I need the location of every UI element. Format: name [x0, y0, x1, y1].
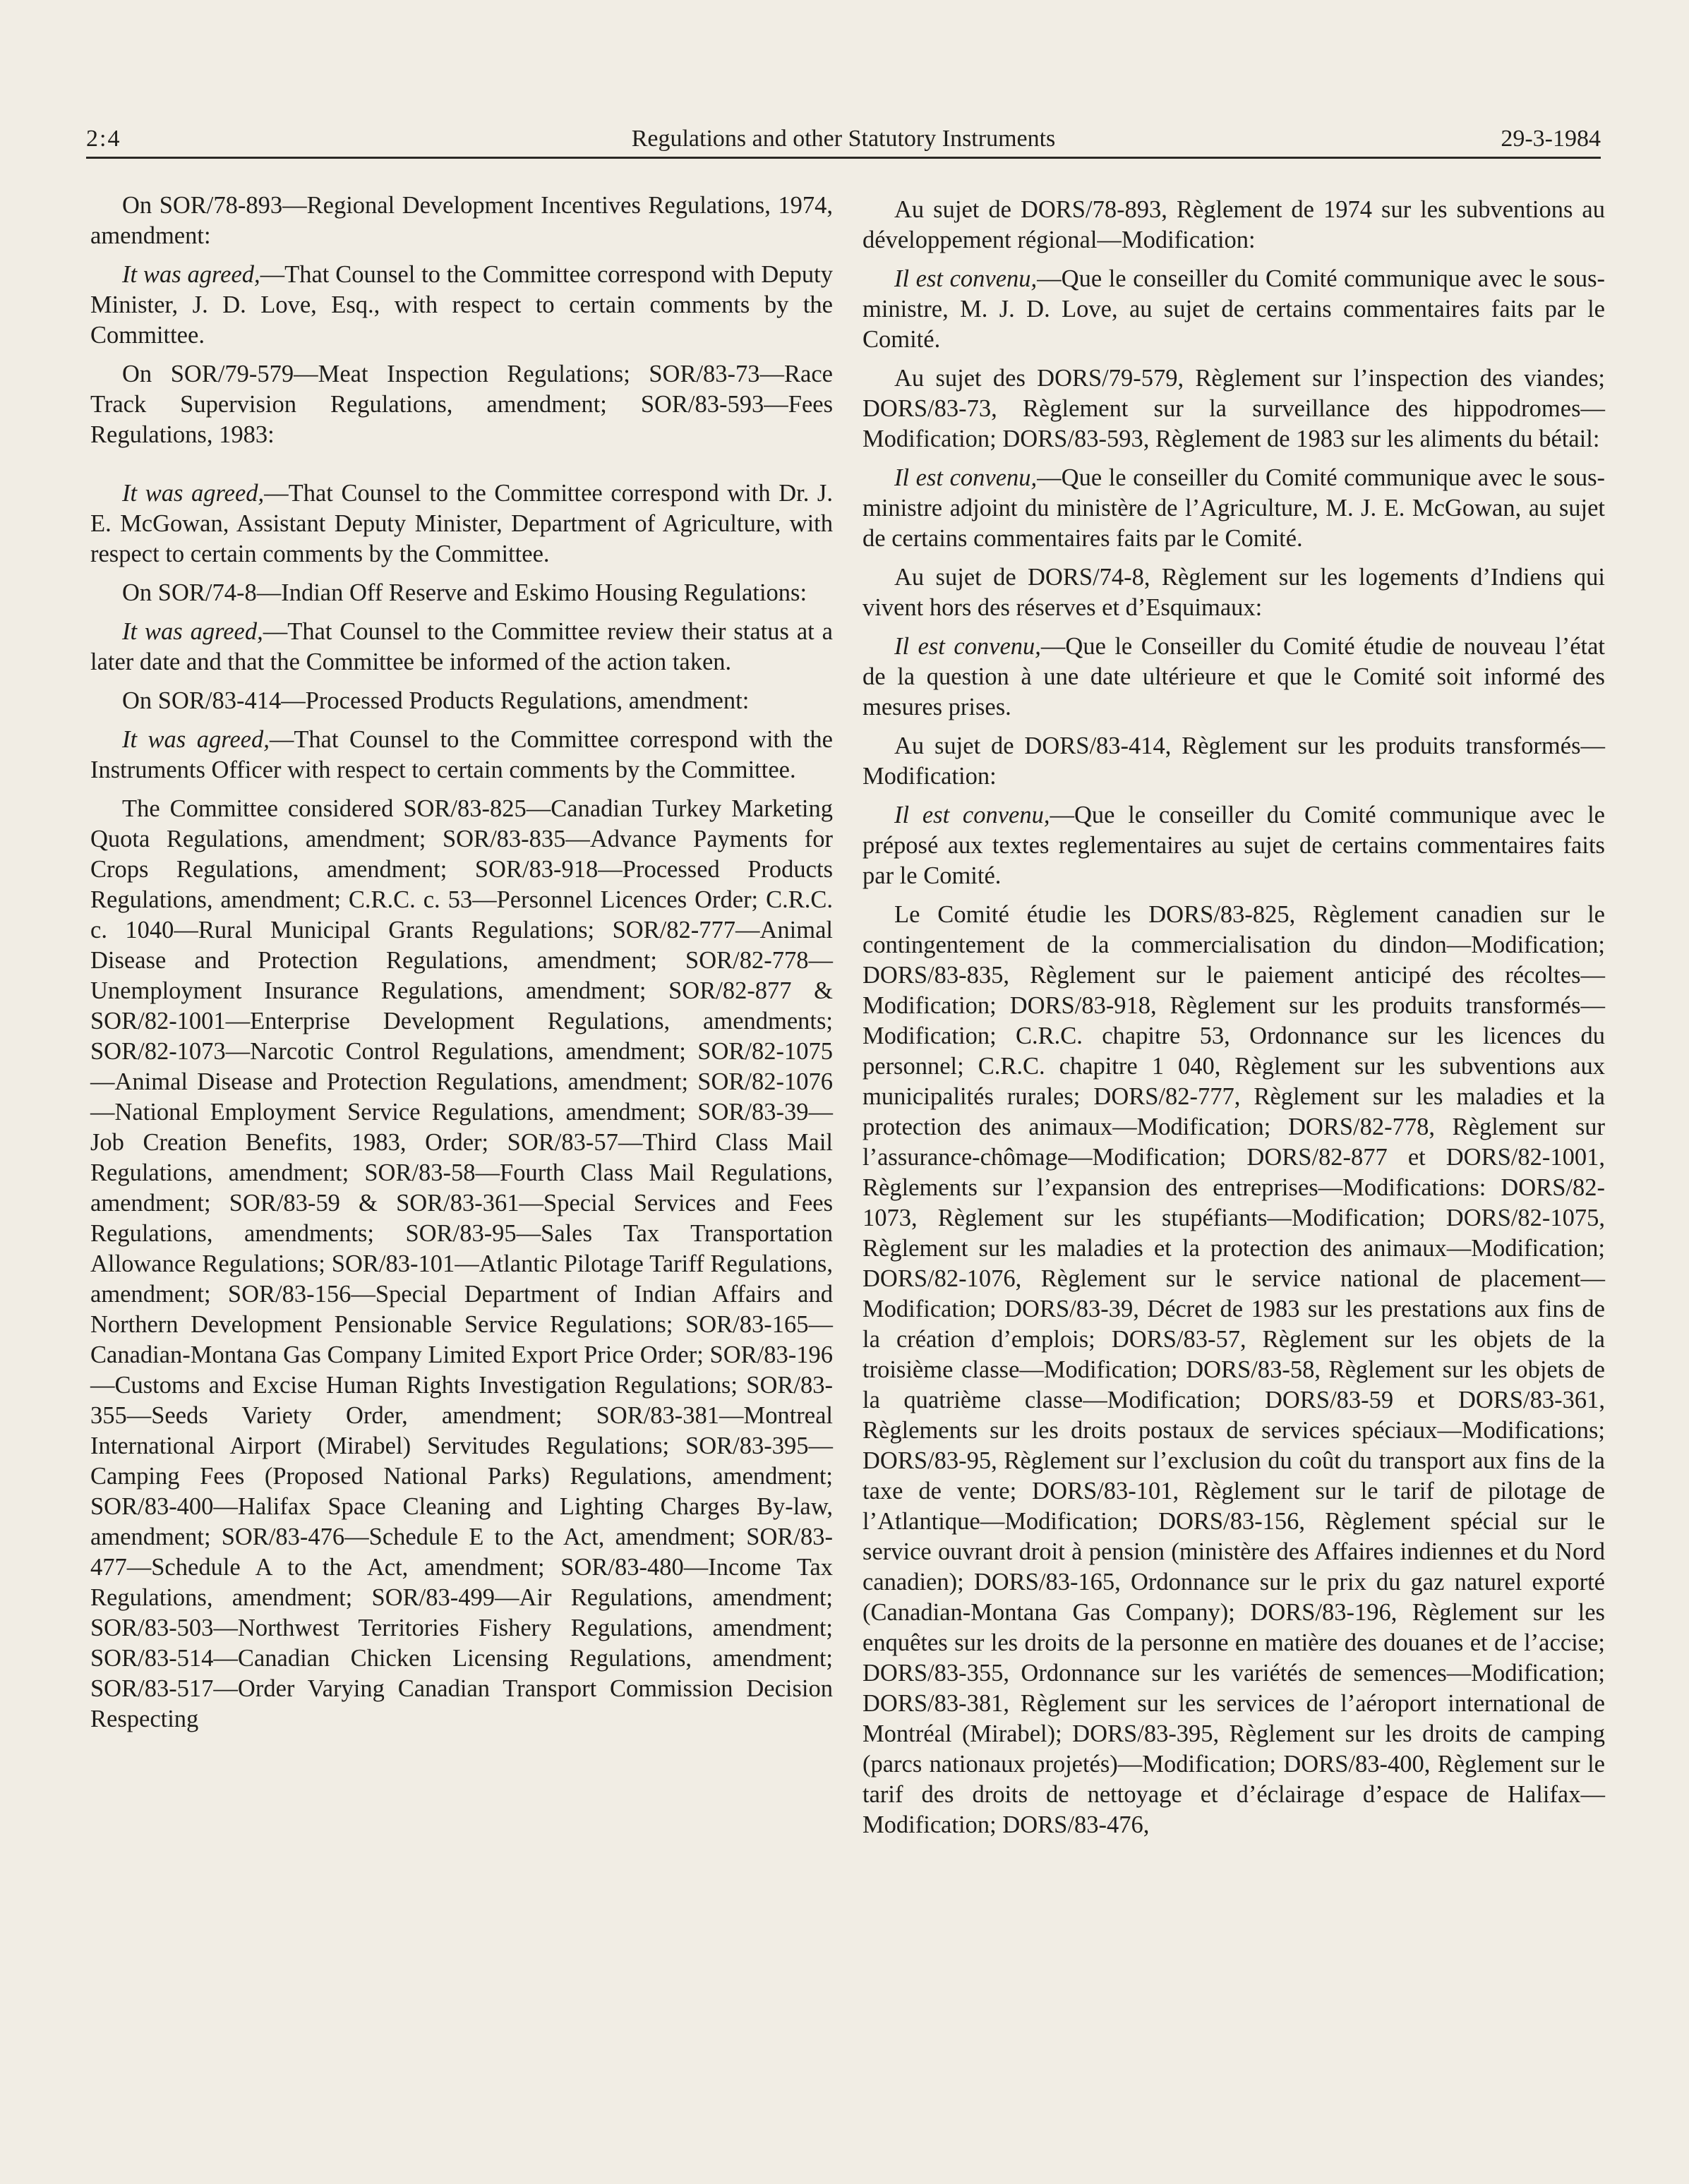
paragraph-text: Au sujet de DORS/74-8, Règlement sur les logements d’Indiens qui vivent hors des réserves et d’Esquimaux: — [862, 564, 1605, 621]
running-header — [86, 121, 1601, 159]
paragraph — [862, 463, 1605, 554]
paragraph-text: Le Comité étudie les DORS/83-825, Règlement canadien sur le contingentement de la commercialisation du dindon—Modification; DORS/83-835, Règlement sur le paiement anticipé des récoltes—Modification; DORS/83-918, Règlement sur les produits transformés—Modification; C.R.C. chapitre 53, Ordonnance sur les licences du personnel; C.R.C. chapitre 1 040, Règlement sur les subventions aux municipalités rurales; DORS/82-777, Règlement sur les maladies et la protection des animaux—Modification; DORS/82-778, Règlement sur l’assurance-chômage—Modification; DORS/82-877 et DORS/82-1001, Règlements sur l’expansion des entreprises—Modifications: DORS/82-1073, Règlement sur les stupéfiants—Modification; DORS/82-1075, Règlement sur les maladies et la protection des animaux—Modification; DORS/82-1076, Règlement sur le service national de placement—Modification; DORS/83-39, Décret de 1983 sur les prestations aux fins de la création d’emplois; DORS/83-57, Règlement sur les objets de la troisième classe—Modification; DORS/83-58, Règlement sur les objets de la quatrième classe—Modification; DORS/83-59 et DORS/83-361, Règlements sur les droits postaux de services spéciaux—Modifications; DORS/83-95, Règlement sur l’exclusion du coût du transport aux fins de la taxe de vente; DORS/83-101, Règlement sur le tarif de pilotage de l’Atlantique—Modification; DORS/83-156, Règlement spécial sur le service ouvrant droit à pension (ministère des Affaires indiennes et du Nord canadien); DORS/83-165, Ordonnance sur le prix du gaz naturel exporté (Canadian-Montana Gas Company); DORS/83-196, Règlement sur les enquêtes sur les droits de la personne en matière des douanes et de l’accise; DORS/83-355, Ordonnance sur les variétés de semences—Modification; DORS/83-381, Règlement sur les services de l’aéroport international de Montréal (Mirabel); DORS/83-395, Règlement sur les droits de camping (parcs nationaux projetés)—Modification; DORS/83-400, Règlement sur le tarif des droits de nettoyage et d’éclairage d’espace de Halifax—Modification; DORS/83-476, — [862, 901, 1605, 1838]
paragraph — [90, 359, 833, 450]
paragraph — [862, 731, 1605, 792]
paragraph — [90, 578, 833, 608]
paragraph-text: —That Counsel to the Committee correspond with Deputy Minister, J. D. Love, Esq., with respect to certain comments by the Committee. — [90, 261, 833, 349]
paragraph-text: Au sujet de DORS/83-414, Règlement sur les produits transformés—Modification: — [862, 732, 1605, 790]
resolution-lead: It was agreed, — [122, 726, 270, 753]
resolution-lead: It was agreed, — [122, 261, 260, 288]
paragraph-text: —That Counsel to the Committee correspond with Dr. J. E. McGowan, Assistant Deputy Minister, Department of Agriculture, with respect to certain comments by the Committee. — [90, 480, 833, 567]
paragraph-text: Au sujet de DORS/78-893, Règlement de 1974 sur les subventions au développement régional—Modification: — [862, 196, 1605, 253]
paragraph-text: —Que le Conseiller du Comité étudie de nouveau l’état de la question à une date ultérieure et que le Comité soit informé des mesures prises. — [862, 633, 1605, 720]
paragraph-text: On SOR/79-579—Meat Inspection Regulations; SOR/83-73—Race Track Supervision Regulations, amendment; SOR/83-593—Fees Regulations, 1983: — [90, 361, 833, 448]
paragraph — [90, 478, 833, 569]
paragraph — [862, 800, 1605, 891]
paragraph — [90, 617, 833, 677]
paragraph-text: On SOR/83-414—Processed Products Regulations, amendment: — [122, 687, 750, 714]
paragraph-text: —Que le conseiller du Comité communique avec le sous-ministre adjoint du ministère de l’Agriculture, M. J. E. McGowan, au sujet de certains commentaires faits par le Comité. — [862, 464, 1606, 552]
paragraph-text: —That Counsel to the Committee correspond with the Instruments Officer with respect to certain comments by the Committee. — [90, 726, 833, 783]
paragraph — [862, 264, 1605, 355]
paragraph-text: —Que le conseiller du Comité communique avec le sous-ministre, M. J. D. Love, au sujet de certains commentaires faits par le Comité. — [862, 265, 1606, 353]
paragraph — [90, 686, 833, 716]
french-column — [862, 191, 1605, 1849]
header-date: 29-3-1984 — [1501, 126, 1601, 152]
paragraph — [862, 195, 1605, 255]
paragraph-text: Au sujet des DORS/79-579, Règlement sur l’inspection des viandes; DORS/83-73, Règlement sur la surveillance des hippodromes—Modification; DORS/83-593, Règlement de 1983 sur les aliments du bétail: — [862, 365, 1605, 452]
resolution-lead: Il est convenu, — [894, 633, 1041, 660]
paragraph — [862, 562, 1605, 623]
resolution-lead: Il est convenu, — [894, 464, 1038, 491]
paragraph — [90, 794, 833, 1734]
paragraph — [862, 900, 1605, 1840]
paragraph-text: On SOR/78-893—Regional Development Incentives Regulations, 1974, amendment: — [90, 192, 833, 249]
running-title: Regulations and other Statutory Instruments — [631, 126, 1056, 152]
paragraph — [862, 363, 1605, 454]
paragraph — [862, 632, 1605, 723]
paragraph — [90, 725, 833, 785]
paragraph — [90, 260, 833, 351]
page-number: 2:4 — [86, 126, 121, 152]
resolution-lead: Il est convenu, — [894, 802, 1050, 828]
paragraph-text: —Que le conseiller du Comité communique avec le préposé aux textes reglementaires au sujet de certains commentaires faits par le Comité. — [862, 802, 1605, 889]
paragraph-text: The Committee considered SOR/83-825—Canadian Turkey Marketing Quota Regulations, amendment; SOR/83-835—Advance Payments for Crops Regulations, amendment; SOR/83-918—Processed Products Regulations, amendment; C.R.C. c. 53—Personnel Licences Order; C.R.C. c. 1040—Rural Municipal Grants Regulations; SOR/82-777—Animal Disease and Protection Regulations, amendment; SOR/82-778—Unemployment Insurance Regulations, amendment; SOR/82-877 & SOR/82-1001—Enterprise Development Regulations, amendments; SOR/82-1073—Narcotic Control Regulations, amendment; SOR/82-1075—Animal Disease and Protection Regulations, amendment; SOR/82-1076—National Employment Service Regulations, amendment; SOR/83-39—Job Creation Benefits, 1983, Order; SOR/83-57—Third Class Mail Regulations, amendment; SOR/83-58—Fourth Class Mail Regulations, amendment; SOR/83-59 & SOR/83-361—Special Services and Fees Regulations, amendments; SOR/83-95—Sales Tax Transportation Allowance Regulations; SOR/83-101—Atlantic Pilotage Tariff Regulations, amendment; SOR/83-156—Special Department of Indian Affairs and Northern Development Pensionable Service Regulations; SOR/83-165—Canadian-Montana Gas Company Limited Export Price Order; SOR/83-196—Customs and Excise Human Rights Investigation Regulations; SOR/83-355—Seeds Variety Order, amendment; SOR/83-381—Montreal International Airport (Mirabel) Servitudes Regulations; SOR/83-395—Camping Fees (Proposed National Parks) Regulations, amendment; SOR/83-400—Halifax Space Cleaning and Lighting Charges By-law, amendment; SOR/83-476—Schedule E to the Act, amendment; SOR/83-477—Schedule A to the Act, amendment; SOR/83-480—Income Tax Regulations, amendment; SOR/83-499—Air Regulations, amendment; SOR/83-503—Northwest Territories Fishery Regulations, amendment; SOR/83-514—Canadian Chicken Licensing Regulations, amendment; SOR/83-517—Order Varying Canadian Transport Commission Decision Respecting — [90, 795, 833, 1732]
english-column — [90, 191, 833, 1743]
resolution-lead: Il est convenu, — [894, 265, 1038, 292]
resolution-lead: It was agreed, — [122, 480, 265, 507]
paragraph-text: On SOR/74-8—Indian Off Reserve and Eskimo Housing Regulations: — [122, 579, 807, 606]
resolution-lead: It was agreed, — [122, 618, 263, 645]
paragraph-text: —That Counsel to the Committee review their status at a later date and that the Committee be informed of the action taken. — [90, 618, 833, 675]
paragraph — [90, 191, 833, 251]
